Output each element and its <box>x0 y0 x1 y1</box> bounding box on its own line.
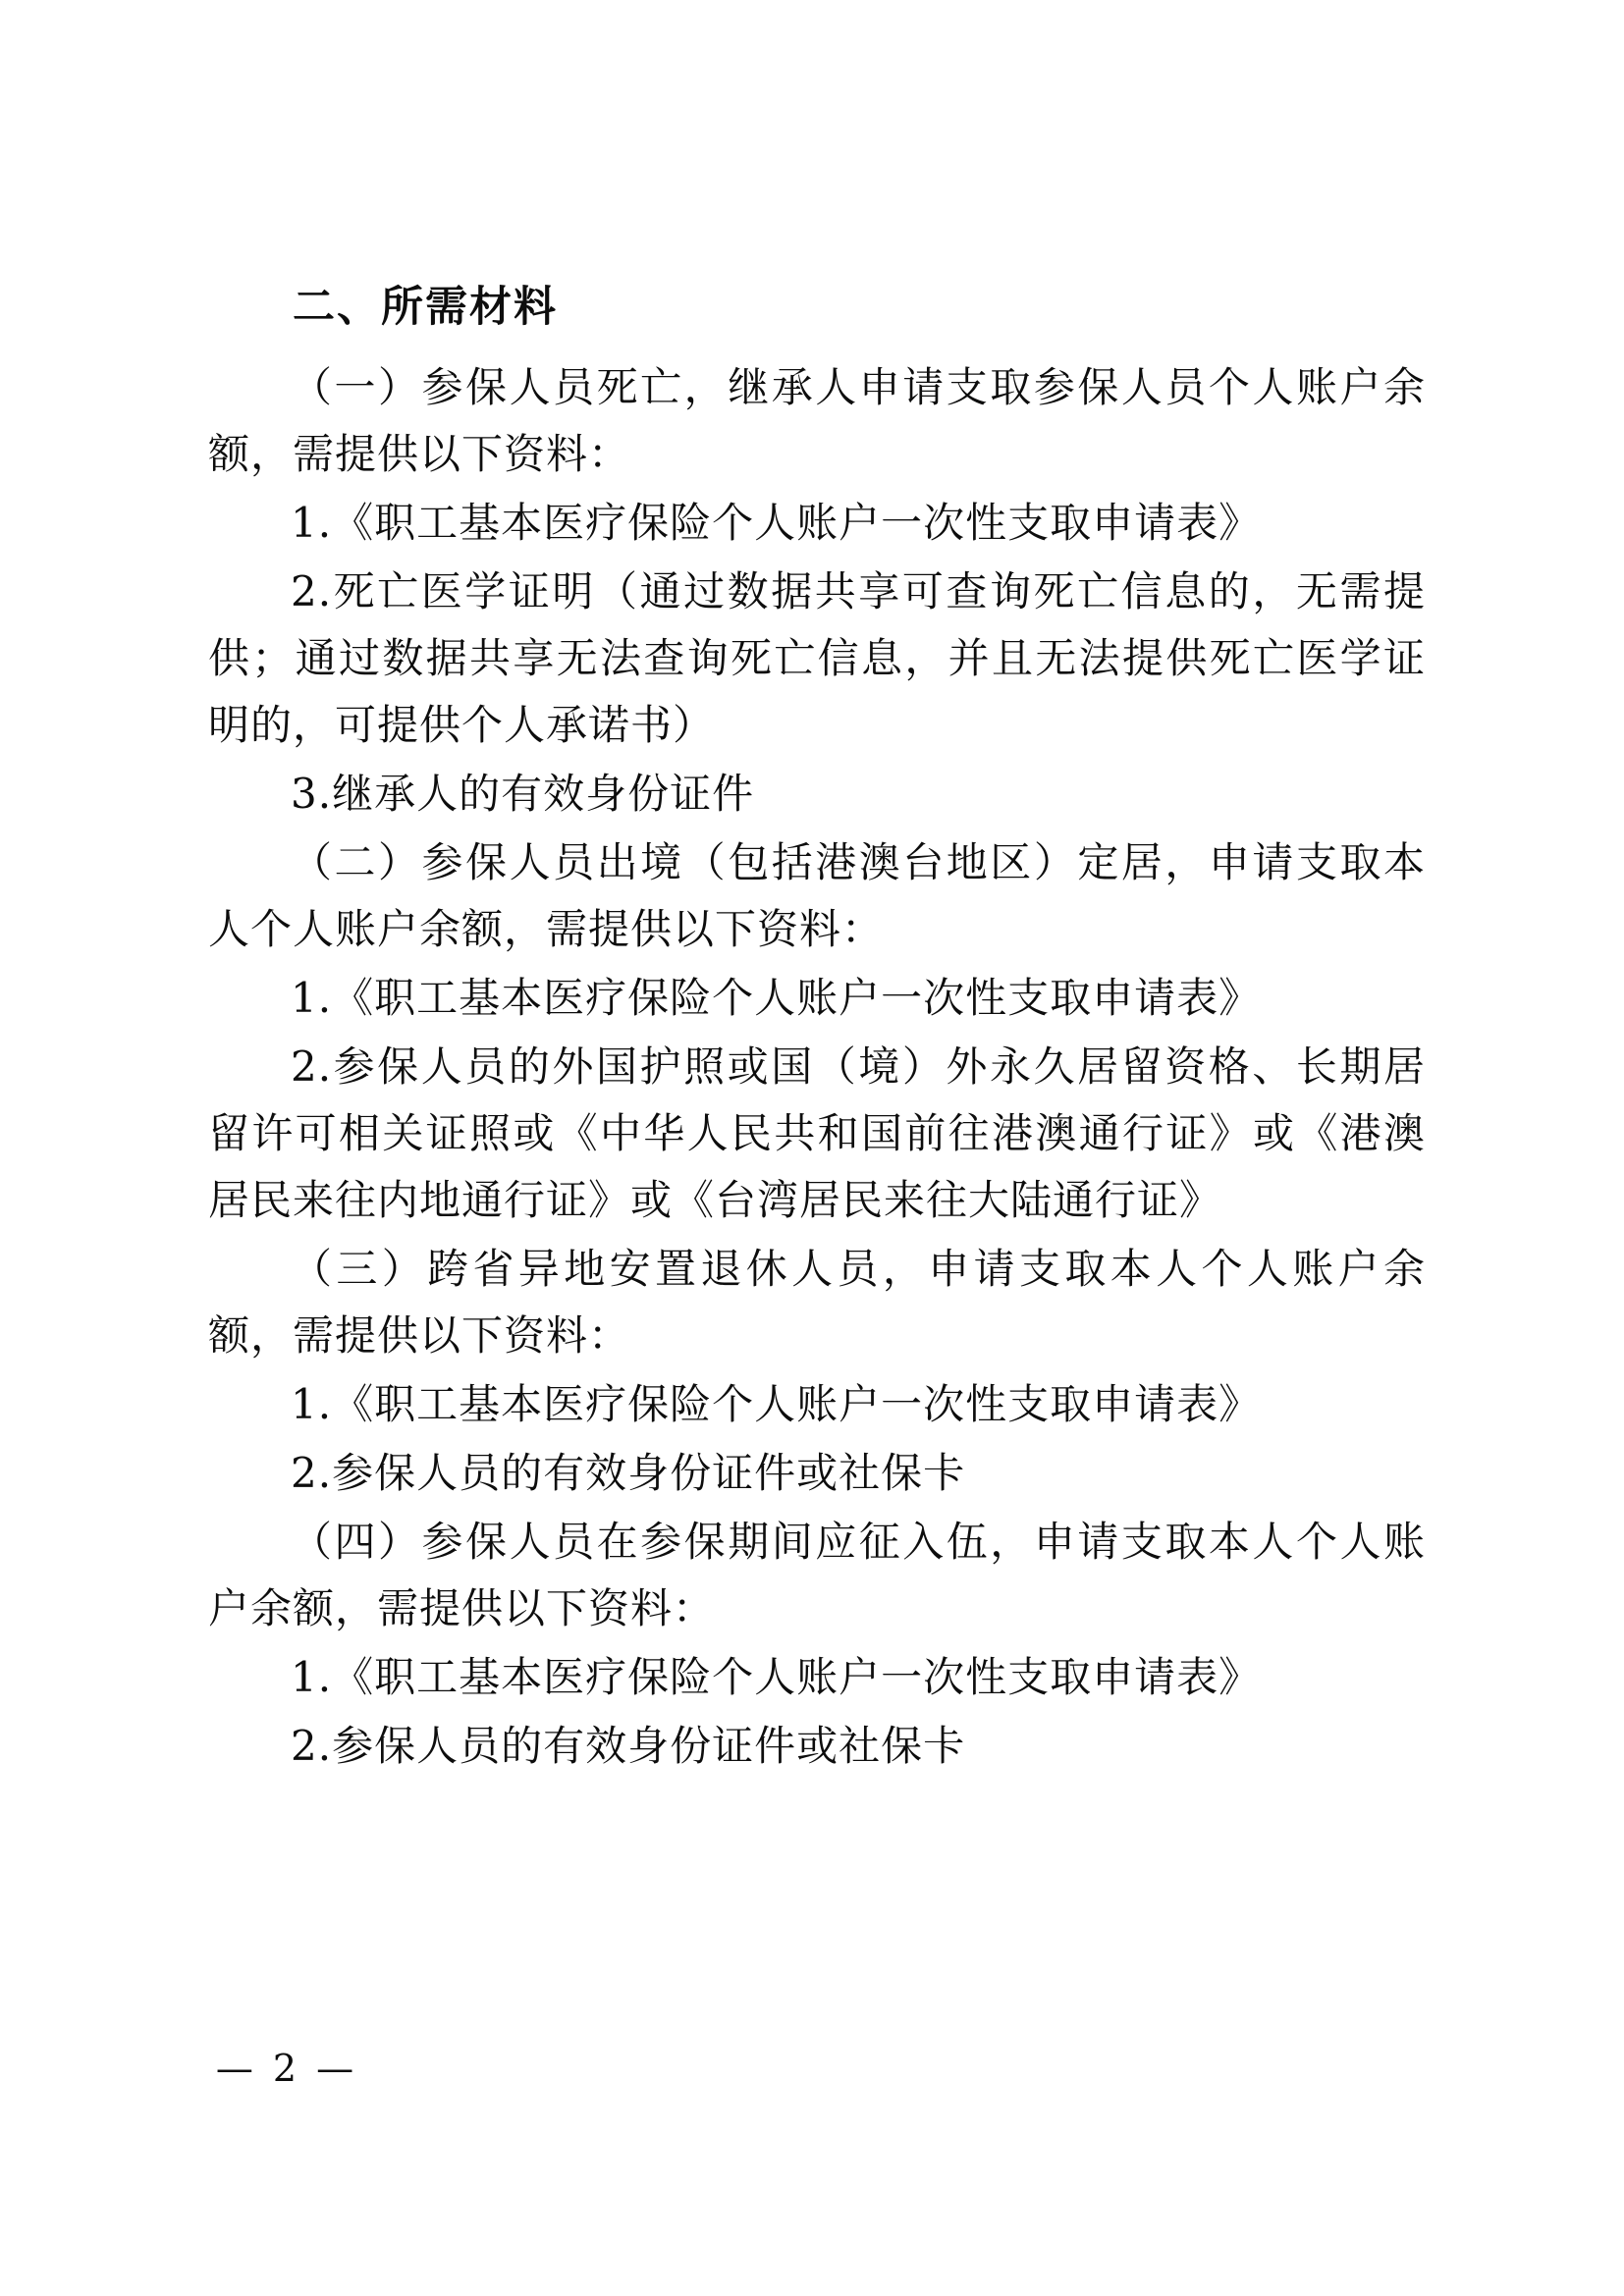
paragraph-11: （四）参保人员在参保期间应征入伍，申请支取本人个人账户余额，需提供以下资料： <box>208 1518 1426 1633</box>
section-heading: 二、所需材料 <box>293 283 558 332</box>
document-body <box>208 275 1426 1782</box>
paragraph-6: 1.《职工基本医疗保险个人账户一次性支取申请表》 <box>291 973 1262 1022</box>
paragraph-8: （三）跨省异地安置退休人员，申请支取本人个人账户余额，需提供以下资料： <box>208 1245 1426 1361</box>
paragraph-4: 3.继承人的有效身份证件 <box>291 769 755 818</box>
paragraph-13: 2.参保人员的有效身份证件或社保卡 <box>291 1722 966 1771</box>
paragraph-12: 1.《职工基本医疗保险个人账户一次性支取申请表》 <box>291 1653 1262 1702</box>
paragraph-3: 2.死亡医学证明（通过数据共享可查询死亡信息的，无需提供；通过数据共享无法查询死亡信息，并且无法提供死亡医学证明的，可提供个人承诺书） <box>208 566 1426 749</box>
paragraph-2: 1.《职工基本医疗保险个人账户一次性支取申请表》 <box>291 498 1262 547</box>
paragraph-10: 2.参保人员的有效身份证件或社保卡 <box>291 1449 966 1498</box>
page-number <box>0 2047 1624 2090</box>
paragraph-5: （二）参保人员出境（包括港澳台地区）定居，申请支取本人个人账户余额，需提供以下资料： <box>208 837 1426 953</box>
page-number-text: — 2 — <box>215 2047 358 2090</box>
paragraph-1: （一）参保人员死亡，继承人申请支取参保人员个人账户余额，需提供以下资料： <box>208 362 1426 478</box>
paragraph-9: 1.《职工基本医疗保险个人账户一次性支取申请表》 <box>291 1380 1262 1429</box>
paragraph-7: 2.参保人员的外国护照或国（境）外永久居留资格、长期居留许可相关证照或《中华人民共和国前往港澳通行证》或《港澳居民来往内地通行证》或《台湾居民来往大陆通行证》 <box>208 1041 1426 1225</box>
